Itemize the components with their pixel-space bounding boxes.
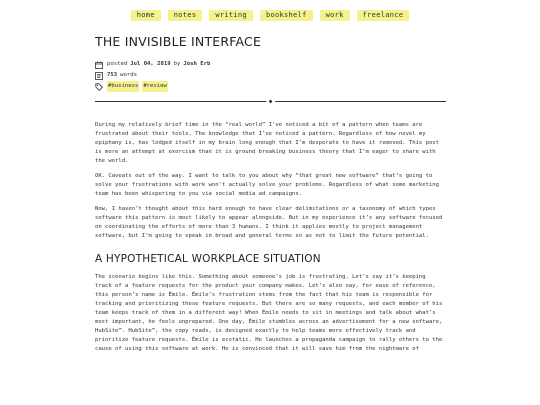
posted-label: posted (107, 61, 128, 67)
nav-notes[interactable]: notes (168, 10, 203, 21)
word-count-row (95, 70, 445, 81)
post-author: Josh Erb (183, 61, 211, 67)
top-nav (0, 10, 540, 21)
post-meta (95, 59, 445, 92)
by-label: by (173, 61, 181, 67)
tag-icon (95, 83, 103, 91)
words-label: words (120, 72, 137, 78)
tags-row (95, 81, 445, 92)
nav-bookshelf[interactable]: bookshelf (260, 10, 313, 21)
post-date: Jul 04, 2019 (130, 61, 171, 67)
paragraph-3: Now, I haven’t thought about this hard enough to have clear delimitations or a taxonomy of which types software this pattern is most likely to appear alongside. But in my experience it’s any software focused on coordinating the efforts of more than 3 humans. I think it applies mostly to project management software, but I’m going to speak in broad and general terms so as not to limit the future potential. (95, 206, 443, 239)
section-divider (95, 98, 446, 105)
post-title: THE INVISIBLE INTERFACE (95, 34, 262, 49)
word-count: 753 (107, 72, 118, 78)
post-content (95, 34, 445, 354)
tag-review[interactable]: #review (142, 81, 168, 92)
nav-freelance[interactable]: freelance (357, 10, 410, 21)
document-icon (95, 72, 103, 80)
diamond-icon: ◆ (266, 98, 276, 105)
tag-business[interactable]: #business (107, 81, 139, 92)
paragraph-2: OK. Caveats out of the way. I want to talk to you about why “that great new software” that’s going to solve your frustrations with work won’t actually solve your problems. Regardless of what some marketing team has been whispering to you via social media ad campaigns. (95, 173, 439, 197)
nav-home[interactable]: home (131, 10, 161, 21)
post-date-row (95, 59, 445, 70)
calendar-icon (95, 61, 103, 69)
nav-writing[interactable]: writing (209, 10, 253, 21)
paragraph-1: During my relatively brief time in the “real world” I’ve noticed a bit of a pattern when teams are frustrated about their tools. The knowledge that I’ve noticed a pattern. Regardless of how novel my epiphany is, has lodged itself in my brain long enough that I’m desperate to have it removed. This post is more an attempt at exorcism than it is ground breaking business theory that I’m eager to share with the world. (95, 122, 439, 164)
nav-work[interactable]: work (320, 10, 350, 21)
section-heading: A HYPOTHETICAL WORKPLACE SITUATION (95, 253, 321, 265)
paragraph-4: The scenario begins like this. Something about someone’s job is frustrating. Let’s say it’s keeping track of a feature requests for the product your company makes. Let’s also say, for ease of reference, this person’s name is Émile. Émile’s frustration stems from the fact that his team is responsible for tracking and prioritizing these feature requests. But there are so many requests, and each member of his team keeps track of them in a different way! When Émile needs to sit in meetings and talk about what’s most important, he feels unprepared. One day, Émile stumbles across an advertisement for a new software, HubSite™. HubSite™, the copy reads, is designed exactly to help teams more effectively track and prioritize feature requests. Émile is ecstatic. He launches a propaganda campaign to rally others to the cause of using this software at work. He is convinced that it will save him from the nightmare of (95, 274, 443, 352)
